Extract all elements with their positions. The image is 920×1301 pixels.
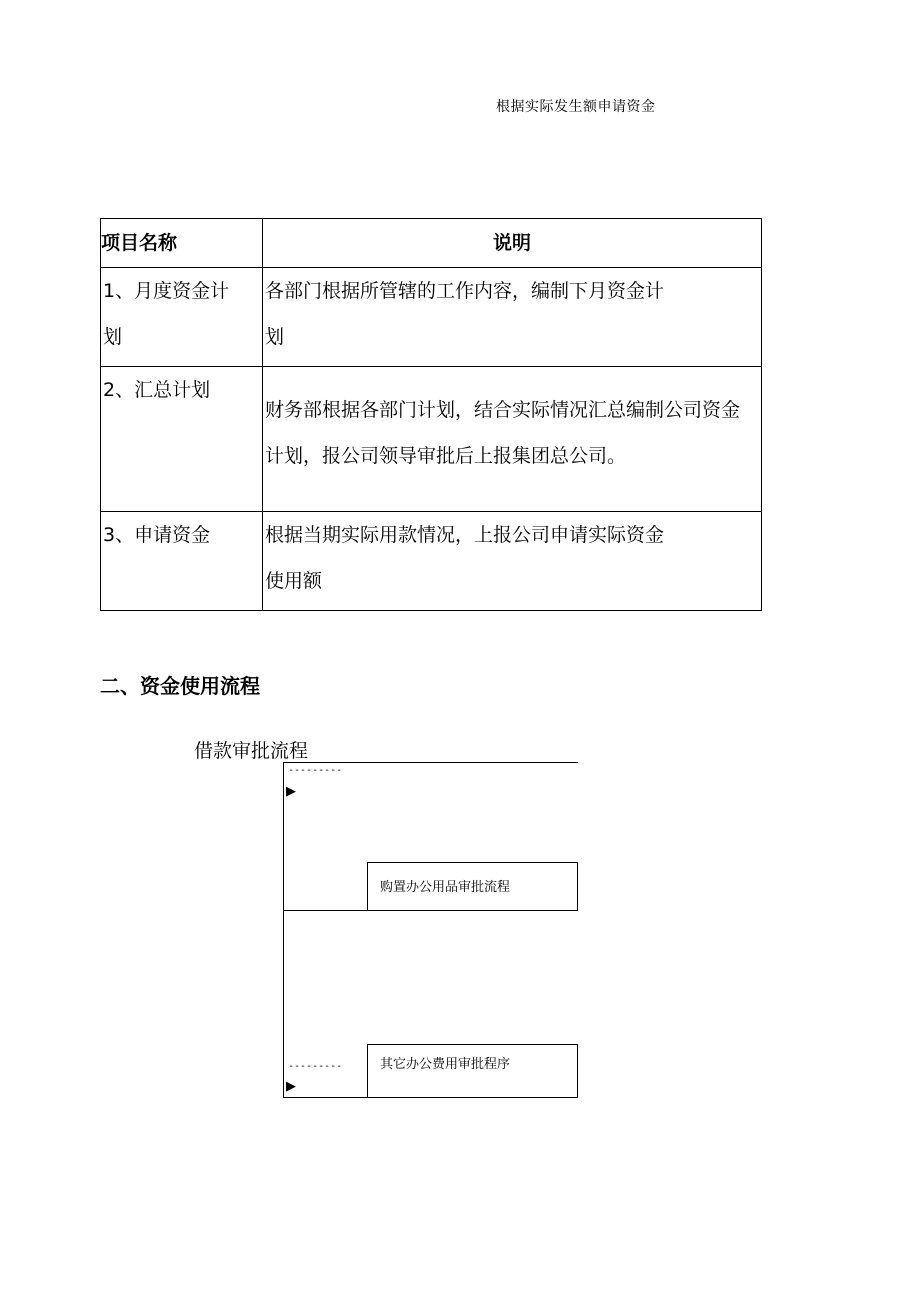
item-name-cont: 划: [103, 326, 123, 348]
item-desc-cont: 计划，报公司领导审批后上报集团总公司。: [265, 445, 627, 467]
flow-connector-line: [283, 762, 578, 763]
item-desc: 根据当期实际用款情况，上报公司申请实际资金: [265, 524, 665, 546]
flow-box-office-supplies: 购置办公用品审批流程: [367, 862, 578, 911]
flow-dashed-connector: ---------: [288, 1061, 343, 1072]
section-title: 二、资金使用流程: [100, 674, 260, 698]
arrow-right-icon: ▶: [286, 1079, 296, 1094]
item-desc-cell: [263, 268, 762, 367]
flow-dashed-connector: ---------: [288, 765, 343, 776]
item-desc-cell: [263, 512, 762, 611]
arrow-right-icon: ▶: [286, 784, 296, 799]
fund-plan-table: [100, 218, 762, 611]
flow-connector-line: [283, 910, 367, 911]
item-name-cell: [101, 367, 263, 512]
flow-connector-line: [283, 762, 284, 1098]
header-item-name: 项目名称: [101, 219, 263, 268]
item-name: 3、申请资金: [103, 524, 211, 546]
table-row: [101, 268, 762, 367]
item-name-cell: [101, 268, 263, 367]
top-note: 根据实际发生额申请资金: [496, 99, 656, 115]
table-row: [101, 512, 762, 611]
item-name: 2、汇总计划: [103, 379, 211, 401]
item-desc-cont: 划: [265, 326, 285, 348]
header-description: 说明: [263, 219, 762, 268]
item-name-cell: [101, 512, 263, 611]
item-desc-cont: 使用额: [265, 570, 323, 592]
item-desc: 各部门根据所管辖的工作内容，编制下月资金计: [265, 280, 665, 302]
item-desc-cell: [263, 367, 762, 512]
flow-title: 借款审批流程: [194, 740, 309, 762]
item-name: 1、月度资金计: [103, 280, 230, 302]
flow-box-other-expenses: 其它办公费用审批程序: [367, 1044, 578, 1098]
table-row: [101, 367, 762, 512]
flow-connector-line: [283, 1097, 367, 1098]
item-desc: 财务部根据各部门计划，结合实际情况汇总编制公司资金: [265, 399, 741, 421]
